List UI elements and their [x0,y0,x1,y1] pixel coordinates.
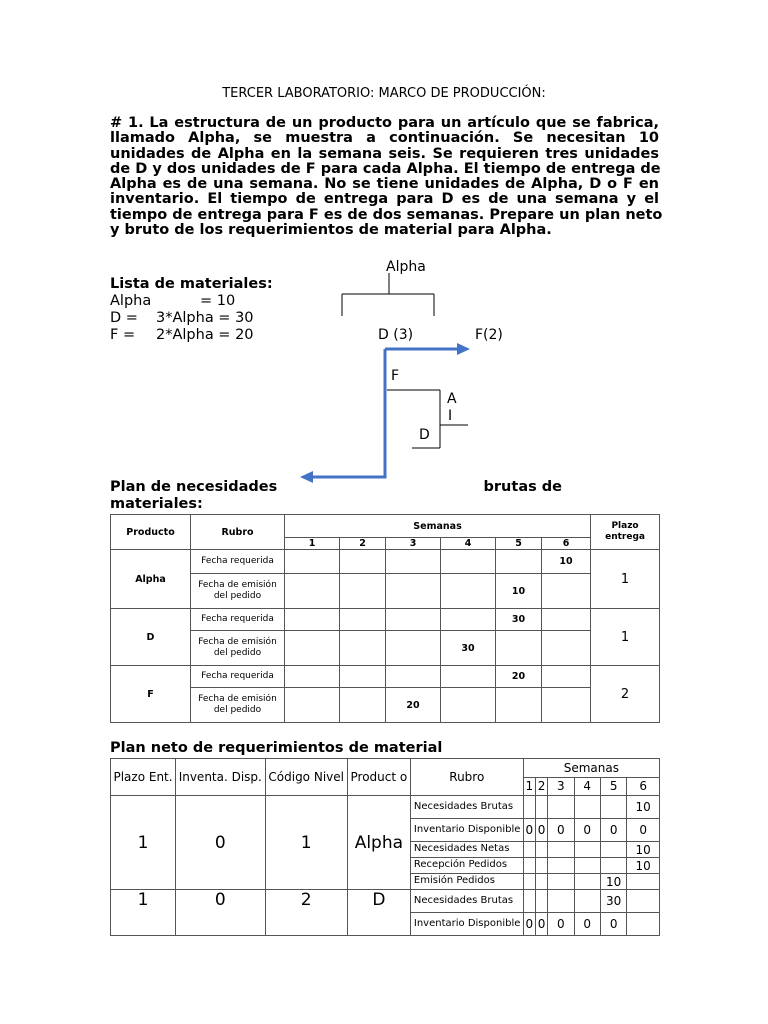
d-inv-week5: 0 [600,913,626,936]
alpha-req-week6: 10 [542,550,591,574]
week-header: 3 [548,777,574,796]
table-row [111,890,660,913]
bom-d-eq: 3*Alpha = 30 [156,310,254,326]
d-plazo: 1 [111,890,176,936]
week-header: 5 [496,538,542,550]
problem-line: llamado Alpha, se muestra a continuación. Se necesitan 10 [110,130,659,147]
header-plazo: Plazo Ent. [111,759,176,796]
header-semanas: Semanas [523,759,659,778]
week-header: 6 [542,538,591,550]
bom-f-name: F = [110,327,136,343]
alpha-rp-week6: 10 [627,858,660,874]
d-inv-week3: 0 [548,913,574,936]
alpha-inv-week1: 0 [523,819,535,842]
bom-d-name: D = [110,310,138,326]
problem-line: y bruto de los requerimientos de material para Alpha. [110,222,552,239]
diagram-label-i: I [448,408,453,424]
net-requirements-table [110,758,660,936]
f-req-week5: 20 [496,666,542,688]
rubro-inventario-disponible: Inventario Disponible [410,819,523,842]
alpha-ep-week5: 10 [600,874,626,890]
week-header: 2 [340,538,386,550]
blue-connector-line [310,349,385,477]
d-inventario: 0 [176,890,265,936]
alpha-inventario: 0 [176,796,265,890]
alpha-inv-week5: 0 [600,819,626,842]
net-plan-heading: Plan neto de requerimientos de material [110,740,443,756]
rubro-fecha-emision: Fecha de emisión del pedido [191,688,285,723]
diagram-child-f: F(2) [475,327,503,343]
rubro-necesidades-brutas: Necesidades Brutas [410,890,523,913]
alpha-inv-week2: 0 [535,819,547,842]
rubro-fecha-requerida: Fecha requerida [191,666,285,688]
gross-plan-heading [110,479,562,513]
alpha-producto: Alpha [347,796,410,890]
diagram-root-label: Alpha [386,259,426,275]
rubro-fecha-requerida: Fecha requerida [191,609,285,631]
week-header: 1 [285,538,340,550]
rubro-recepcion-pedidos: Recepción Pedidos [410,858,523,874]
table-row [111,796,660,819]
alpha-inv-week4: 0 [574,819,600,842]
table-row [111,550,660,574]
d-inv-week1: 0 [523,913,535,936]
problem-line: tiempo de entrega para F es de dos semanas. Prepare un plan neto [110,206,663,223]
table-row [111,631,660,666]
header-semanas: Semanas [285,515,591,538]
problem-line: # 1. La estructura de un producto para un artículo que se fabrica, [110,115,659,131]
d-codigo: 2 [265,890,347,936]
d-nb-week5: 30 [600,890,626,913]
f-emi-week3: 20 [386,688,441,723]
bom-alpha-name: Alpha [110,293,152,309]
d-inv-week2: 0 [535,913,547,936]
problem-line: de D y dos unidades de F para cada Alpha. El tiempo de entrega de [110,160,661,177]
table-row [111,666,660,688]
header-plazo: Plazo entrega [591,515,660,550]
rubro-fecha-emision: Fecha de emisión del pedido [191,574,285,609]
gross-heading-left: Plan de necesidades [110,479,278,495]
table-row [111,609,660,631]
d-req-week5: 30 [496,609,542,631]
bom-f-eq: 2*Alpha = 20 [156,327,254,343]
rubro-necesidades-netas: Necesidades Netas [410,842,523,858]
header-producto: Product o [347,759,410,796]
week-header: 1 [523,777,535,796]
alpha-plazo: 1 [111,796,176,890]
gross-heading-right: brutas de [483,479,562,495]
rubro-fecha-emision: Fecha de emisión del pedido [191,631,285,666]
alpha-emi-week5: 10 [496,574,542,609]
alpha-codigo: 1 [265,796,347,890]
week-header: 5 [600,777,626,796]
diagram-label-d: D [419,427,430,443]
rubro-emision-pedidos: Emisión Pedidos [410,874,523,890]
alpha-plazo: 1 [591,550,660,609]
table-row [111,574,660,609]
rubro-necesidades-brutas: Necesidades Brutas [410,796,523,819]
problem-line: inventario. El tiempo de entrega para D es de una semana y el [110,191,659,208]
week-header: 6 [627,777,660,796]
alpha-inv-week6: 0 [627,819,660,842]
header-inventario: Inventa. Disp. [176,759,265,796]
alpha-nb-week6: 10 [627,796,660,819]
week-header: 4 [441,538,496,550]
bom-alpha-eq: = 10 [200,293,236,309]
header-rubro: Rubro [410,759,523,796]
arrow-right-icon [457,343,470,355]
rubro-fecha-requerida: Fecha requerida [191,550,285,574]
d-plazo: 1 [591,609,660,666]
diagram-label-a: A [447,391,457,407]
header-codigo: Código Nivel [265,759,347,796]
table-header-row [111,759,660,778]
week-header: 2 [535,777,547,796]
problem-line: Alpha es de una semana. No se tiene unidades de Alpha, D o F en [110,176,659,193]
page-title: TERCER LABORATORIO: MARCO DE PRODUCCIÓN: [222,86,546,101]
week-header: 3 [386,538,441,550]
alpha-inv-week3: 0 [548,819,574,842]
f-plazo: 2 [591,666,660,723]
alpha-nn-week6: 10 [627,842,660,858]
rubro-inventario-disponible: Inventario Disponible [410,913,523,936]
d-inv-week4: 0 [574,913,600,936]
header-producto: Producto [111,515,191,550]
gross-heading-line2: materiales: [110,496,203,512]
header-rubro: Rubro [191,515,285,550]
bom-heading: Lista de materiales: [110,276,273,292]
table-row [111,688,660,723]
gross-requirements-table [110,514,660,723]
week-header: 4 [574,777,600,796]
diagram-child-d: D (3) [378,327,414,343]
product-d: D [111,609,191,666]
diagram-label-f: F [391,368,400,384]
table-header-row [111,515,660,538]
d-emi-week4: 30 [441,631,496,666]
product-f: F [111,666,191,723]
product-alpha: Alpha [111,550,191,609]
problem-line: unidades de Alpha en la semana seis. Se requieren tres unidades [110,145,659,162]
d-producto: D [347,890,410,936]
